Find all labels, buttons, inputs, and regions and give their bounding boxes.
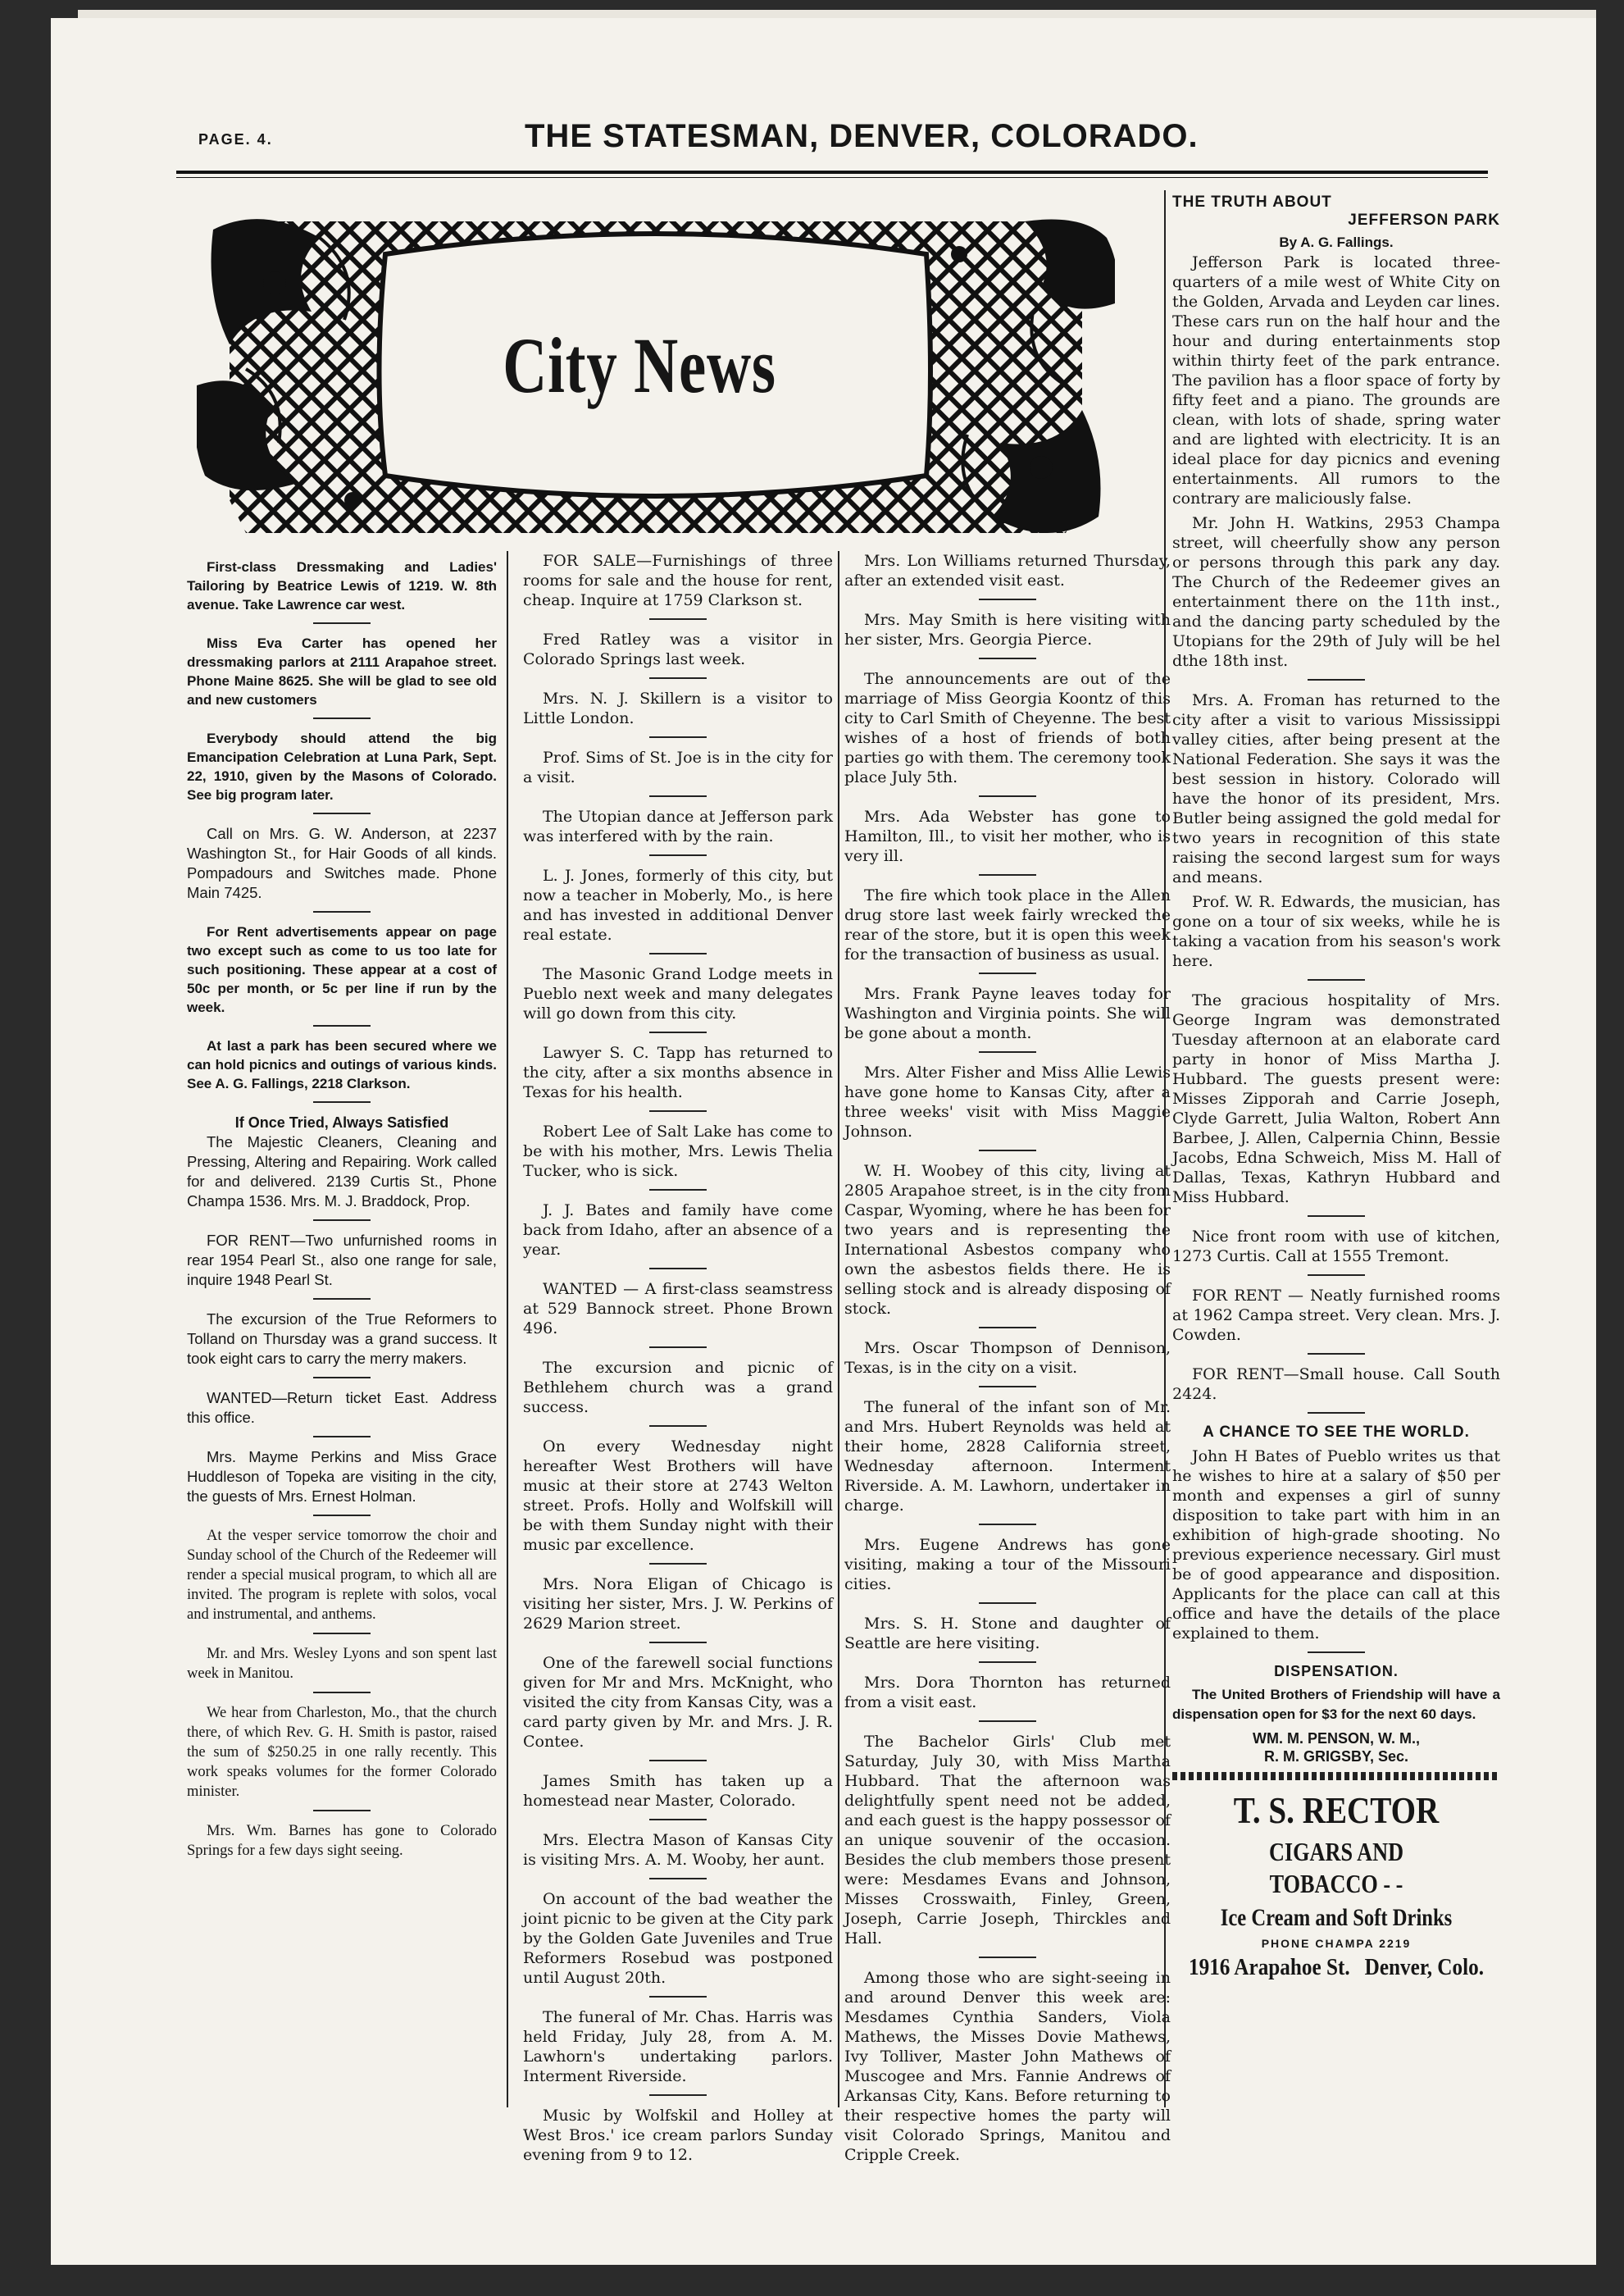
item-separator xyxy=(649,1110,707,1112)
news-item: FOR RENT—Two unfurnished rooms in rear 1954 Pearl St., also one range for sale, inquire 1948 Pearl St. xyxy=(187,1232,497,1288)
ad-line: Ice Cream and Soft Drinks xyxy=(1220,1904,1453,1931)
news-item: One of the farewell social functions given for Mr and Mrs. McKnight, who visited the city from Kansas City, was a card party given by Mr. and Mrs. J. R. Contee. xyxy=(523,1654,833,1751)
article-paragraph: Mr. John H. Watkins, 2953 Champa street, will cheerfully show any person or persons through this park any day. The Church of the Redeemer gives an entertainment there on the 11th inst., and the dancing party scheduled by the Utopians for the 29th of July will be hel dthe 18th inst. xyxy=(1172,514,1500,670)
news-item: L. J. Jones, formerly of this city, but now a teacher in Moberly, Mo., is here and has invested in additional Denver real estate. xyxy=(523,867,833,944)
news-item: Mrs. Wm. Barnes has gone to Colorado Springs for a few days sight seeing. xyxy=(187,1823,497,1859)
item-separator xyxy=(313,911,371,913)
item-separator xyxy=(979,1386,1036,1387)
item-separator xyxy=(313,622,371,624)
item-separator xyxy=(1308,1412,1365,1414)
news-item: Music by Wolfskil and Holley at West Bros.' ice cream parlors Sunday evening from 9 to 12. xyxy=(523,2107,833,2164)
ad-border xyxy=(1172,1772,1500,1780)
item-separator xyxy=(1308,1353,1365,1355)
item-separator xyxy=(313,1810,371,1811)
news-item: Mrs. Ada Webster has gone to Hamilton, Ill., to visit her mother, who is very ill. xyxy=(844,808,1171,865)
news-item: Robert Lee of Salt Lake has come to be with his mother, Mrs. Lewis Thelia Tucker, who is sick. xyxy=(523,1123,833,1180)
classified-ad: FOR RENT—Small house. Call South 2424. xyxy=(1172,1365,1500,1403)
news-item: The Utopian dance at Jefferson park was interfered with by the rain. xyxy=(523,808,833,845)
item-separator xyxy=(313,718,371,719)
item-separator xyxy=(1308,979,1365,981)
item-separator xyxy=(1308,1651,1365,1653)
ad-city: Denver, Colo. xyxy=(1364,1955,1484,1980)
notice-headline: DISPENSATION. xyxy=(1274,1663,1399,1679)
item-separator xyxy=(649,1268,707,1269)
item-separator xyxy=(979,1602,1036,1604)
item-separator xyxy=(649,736,707,738)
item-separator xyxy=(313,1101,371,1103)
news-item: The Majestic Cleaners, Cleaning and Pressing, Altering and Repairing. Work called for and delivered. 2139 Curtis St., Phone Champa 1536. Mrs. M. J. Braddock, Prop. xyxy=(187,1133,497,1210)
news-item: Mrs. Nora Eligan of Chicago is visiting her sister, Mrs. J. W. Perkins of 2629 Marion street. xyxy=(523,1575,833,1633)
news-item: FOR SALE—Furnishings of three rooms for sale and the house for rent, cheap. Inquire at 1759 Clarkson st. xyxy=(523,552,833,609)
news-item: Lawyer S. C. Tapp has returned to the city, after a six months absence in Texas for his health. xyxy=(523,1044,833,1101)
news-item: Mrs. Dora Thornton has returned from a visit east. xyxy=(844,1674,1171,1711)
news-item: Mrs. May Smith is here visiting with her sister, Mrs. Georgia Pierce. xyxy=(844,611,1171,649)
item-separator xyxy=(649,1425,707,1427)
item-separator xyxy=(979,874,1036,876)
item-separator xyxy=(649,1819,707,1820)
ad-business-name: T. S. RECTOR xyxy=(1233,1789,1440,1831)
news-item: The announcements are out of the marriage of Miss Georgia Koontz of this city to Carl Smith of Cheyenne. The best wishes of a host of friends of both parties go with them. The ceremony took place July 5th. xyxy=(844,670,1171,786)
news-item: We hear from Charleston, Mo., that the church there, of which Rev. G. H. Smith is pastor, raised the sum of $250.25 in one rally recently. This work speaks volumes for the former Colorado minister. xyxy=(187,1705,497,1800)
column-3 xyxy=(844,551,1171,2170)
news-item: Mrs. Electra Mason of Kansas City is visiting Mrs. A. M. Wooby, her aunt. xyxy=(523,1831,833,1869)
news-item: Mrs. A. Froman has returned to the city after a visit to various Mississippi valley cities, after being present at the National Federation. She says it was the best session in history. Colorado will have the honor of its president, Mrs. Butler being assigned the gold medal for two years in recognition of this state raising the second largest sum for ways and means. xyxy=(1172,691,1500,886)
top-rule xyxy=(176,171,1488,174)
news-item: First-class Dressmaking and Ladies' Tailoring by Beatrice Lewis of 1219. W. 8th avenue. Take Lawrence car west. xyxy=(187,559,497,613)
item-separator xyxy=(649,1032,707,1033)
news-item: The funeral of the infant son of Mr. and Mrs. Hubert Reynolds was held at their home, 2828 California street, Wednesday afternoon. Interment Riverside. A. M. Lawhorn, undertaker in charge. xyxy=(844,1398,1171,1515)
signature-line: WM. M. PENSON, W. M., xyxy=(1253,1730,1420,1747)
item-separator xyxy=(649,677,707,679)
item-separator xyxy=(649,618,707,620)
news-item: Mrs. Lon Williams returned Thursday, after an extended visit east. xyxy=(844,552,1171,590)
news-item: The excursion of the True Reformers to Tolland on Thursday was a grand success. It took eight cars to carry the merry makers. xyxy=(187,1310,497,1367)
item-separator xyxy=(1308,679,1365,681)
news-item: The excursion and picnic of Bethlehem church was a grand success. xyxy=(523,1359,833,1416)
news-item: The Masonic Grand Lodge meets in Pueblo next week and many delegates will go down from this city. xyxy=(523,965,833,1023)
column-1 xyxy=(187,558,497,1866)
news-item: Mrs. Eugene Andrews has gone visiting, making a tour of the Missouri cities. xyxy=(844,1536,1171,1593)
item-separator xyxy=(649,854,707,856)
item-separator xyxy=(313,1633,371,1634)
section-title: City News xyxy=(503,321,776,409)
item-separator xyxy=(313,1219,371,1221)
news-item: On every Wednesday night hereafter West Brothers will have music at their store at 2743 Welton street. Profs. Holly and Wolfskill will be with them Sunday night with their music par excellence. xyxy=(523,1437,833,1554)
item-separator xyxy=(649,1878,707,1879)
item-separator xyxy=(979,795,1036,797)
news-item: W. H. Woobey of this city, living at 2805 Arapahoe street, is in the city from Caspar, Wyoming, where he has been for two years and is representing the International Asbestos company who own the asbestos fields there. He is selling stock and is already disposing of stock. xyxy=(844,1162,1171,1318)
item-separator xyxy=(649,1189,707,1191)
item-separator xyxy=(313,1436,371,1437)
ad-address: 1916 Arapahoe St. xyxy=(1189,1955,1350,1980)
news-item: Call on Mrs. G. W. Anderson, at 2237 Washington St., for Hair Goods of all kinds. Pompadours and Switches made. Phone Main 7425. xyxy=(187,825,497,901)
news-item: The funeral of Mr. Chas. Harris was held Friday, July 28, from A. M. Lawhorn's undertaking parlors. Interment Riverside. xyxy=(523,2008,833,2085)
item-separator xyxy=(979,1720,1036,1722)
item-separator xyxy=(979,1327,1036,1328)
column-4 xyxy=(1172,194,1500,1981)
news-item: Prof. W. R. Edwards, the musician, has gone on a tour of six weeks, while he is taking a vacation from his season's work here. xyxy=(1172,893,1500,970)
item-separator xyxy=(979,1661,1036,1663)
masthead xyxy=(139,115,1500,164)
rector-advertisement xyxy=(1172,1788,1500,1981)
item-separator xyxy=(313,1515,371,1516)
item-separator xyxy=(313,1298,371,1300)
item-separator xyxy=(649,953,707,954)
news-item: WANTED—Return ticket East. Address this office. xyxy=(187,1389,497,1426)
news-item: James Smith has taken up a homestead near Master, Colorado. xyxy=(523,1772,833,1810)
item-separator xyxy=(649,795,707,797)
city-news-banner xyxy=(197,205,1115,549)
news-item: On account of the bad weather the joint picnic to be given at the City park by the Golden Gate Juveniles and True Reformers Rosebud was postponed until August 20th. xyxy=(523,1890,833,1987)
ad-address-row xyxy=(1189,1955,1484,1981)
column-2 xyxy=(523,551,833,2170)
item-separator xyxy=(649,1346,707,1348)
news-item: The fire which took place in the Allen drug store last week fairly wrecked the rear of the store, but it is open this week for the transaction of business as usual. xyxy=(844,886,1171,963)
page-number: PAGE. 4. xyxy=(198,131,273,148)
article-paragraph: John H Bates of Pueblo writes us that he wishes to hire at a salary of $50 per month and expenses a girl of sunny disposition to take part with him in an exhibition of high-grade shooting. No previous experience necessary. Girl must be of good appearance and disposition. Applicants for the place can call at this office and have the details of the place explained to them. xyxy=(1172,1447,1500,1642)
item-separator xyxy=(979,1957,1036,1958)
item-separator xyxy=(313,1692,371,1693)
item-separator xyxy=(313,1025,371,1027)
ad-phone: PHONE CHAMPA 2219 xyxy=(1261,1937,1412,1950)
column-rule xyxy=(507,551,508,2107)
news-item: The Bachelor Girls' Club met Saturday, July 30, with Miss Martha Hubbard. That the afternoon was delightfully spent need not be added, and each guest is the happy possessor of an unique souvenir of the occasion. Besides the club members those present were: Mesdames Evans and Johnson, Misses Crosswaith, Finley, Green, Joseph, Carrie Joseph, Thirckles and Hall. xyxy=(844,1733,1171,1947)
news-item: For Rent advertisements appear on page two except such as come to us too late for such positioning. These appear at a cost of 50c per month, or 5c per line if run by the week. xyxy=(187,924,497,1015)
news-item: At last a park has been secured where we can hold picnics and outings of various kinds. See A. G. Fallings, 2218 Clarkson. xyxy=(187,1038,497,1091)
item-separator xyxy=(979,1150,1036,1151)
item-separator xyxy=(313,1377,371,1378)
signature-line: R. M. GRIGSBY, Sec. xyxy=(1263,1748,1409,1765)
item-separator xyxy=(1308,1215,1365,1217)
news-item: Fred Ratley was a visitor in Colorado Springs last week. xyxy=(523,631,833,668)
classified-ad: FOR RENT — Neatly furnished rooms at 1962 Campa street. Very clean. Mrs. J. Cowden. xyxy=(1172,1287,1500,1344)
news-item: Mrs. Mayme Perkins and Miss Grace Huddleson of Topeka are visiting in the city, the guests of Mrs. Ernest Holman. xyxy=(187,1448,497,1505)
byline: By A. G. Fallings. xyxy=(1279,235,1394,250)
news-item: Miss Eva Carter has opened her dressmaking parlors at 2111 Arapahoe street. Phone Maine 8625. She will be glad to see old and new customers xyxy=(187,636,497,708)
news-item: Mr. and Mrs. Wesley Lyons and son spent last week in Manitou. xyxy=(187,1646,497,1682)
article-headline-line2: JEFFERSON PARK xyxy=(1348,212,1500,229)
ad-line: TOBACCO - - xyxy=(1269,1869,1403,1898)
article-paragraph: Jefferson Park is located three-quarters of a mile west of White City on the Golden, Arvada and Leyden car lines. These cars run on the half hour and the hour and during entertainments stop within thirty feet of the park entrance. The pavilion has a floor space of forty by fifty feet and a piano. The grounds are clean, with lots of shade, spring water and are lighted with electricity. It is an ideal place for day picnics and evening entertainments. All rumors to the contrary are maliciously false. xyxy=(1172,253,1500,508)
ad-line: CIGARS AND xyxy=(1268,1837,1404,1866)
item-separator xyxy=(979,599,1036,600)
article-headline: THE TRUTH ABOUT xyxy=(1172,194,1332,211)
item-separator xyxy=(649,1642,707,1643)
news-item: Mrs. S. H. Stone and daughter of Seattle are here visiting. xyxy=(844,1615,1171,1652)
item-separator xyxy=(649,2094,707,2096)
article-headline: A CHANCE TO SEE THE WORLD. xyxy=(1203,1424,1470,1441)
news-item: WANTED — A first-class seamstress at 529 Bannock street. Phone Brown 496. xyxy=(523,1280,833,1337)
news-item: Mrs. Oscar Thompson of Dennison, Texas, is in the city on a visit. xyxy=(844,1339,1171,1377)
news-item: Among those who are sight-seeing in and around Denver this week are: Mesdames Cynthia Sanders, Viola Mathews, the Misses Dovie Mathews, Ivy Tolliver, Master John Mathews of Muscogee and Mrs. Fannie Andrews of Arkansas City, Kans. Before returning to their respective homes the party will visit Colorado Springs, Manitou and Cripple Creek. xyxy=(844,1969,1171,2164)
news-item: Mrs. Frank Payne leaves today for Washington and Virginia points. She will be gone about a month. xyxy=(844,985,1171,1042)
item-separator xyxy=(979,973,1036,974)
item-separator xyxy=(649,1563,707,1565)
item-separator xyxy=(313,813,371,814)
ad-headline: If Once Tried, Always Satisfied xyxy=(234,1114,449,1131)
item-separator xyxy=(979,1051,1036,1053)
item-separator xyxy=(979,658,1036,659)
news-item: The gracious hospitality of Mrs. George Ingram was demonstrated Tuesday afternoon at an elaborate card party in honor of Miss Martha J. Hubbard. The guests present were: Misses Zipporah and Carrie Joseph, Clyde Garrett, Julia Walton, Robert Ann Barbee, J. Allen, Calpernia Chinn, Bessie Jacobs, Edna Schweich, Miss M. Hall of Dallas, Texas, Kathryn Hubbard and Miss Hubbard. xyxy=(1172,991,1500,1206)
top-rule-thin xyxy=(176,177,1488,178)
news-item: Mrs. N. J. Skillern is a visitor to Little London. xyxy=(523,690,833,727)
item-separator xyxy=(979,1524,1036,1525)
news-item: Everybody should attend the big Emancipation Celebration at Luna Park, Sept. 22, 1910, given by the Masons of Colorado. See big program later. xyxy=(187,731,497,803)
newspaper-title: THE STATESMAN, DENVER, COLORADO. xyxy=(525,118,1199,154)
news-item: At the vesper service tomorrow the choir and Sunday school of the Church of the Redeemer will render a special musical program, to which all are invited. The program is replete with solos, vocal and instrumental, and anthems. xyxy=(187,1528,497,1623)
classified-ad: Nice front room with use of kitchen, 1273 Curtis. Call at 1555 Tremont. xyxy=(1172,1228,1500,1265)
news-item: Prof. Sims of St. Joe is in the city for a visit. xyxy=(523,749,833,786)
news-item: Mrs. Alter Fisher and Miss Allie Lewis have gone home to Kansas City, after a three weeks' visit with Miss Maggie Johnson. xyxy=(844,1064,1171,1141)
item-separator xyxy=(1308,1274,1365,1276)
column-rule xyxy=(838,551,839,2107)
item-separator xyxy=(649,1996,707,1998)
notice-text: The United Brothers of Friendship will have a dispensation open for $3 for the next 60 days. xyxy=(1172,1687,1500,1722)
item-separator xyxy=(649,1760,707,1761)
news-item: J. J. Bates and family have come back from Idaho, after an absence of a year. xyxy=(523,1201,833,1259)
